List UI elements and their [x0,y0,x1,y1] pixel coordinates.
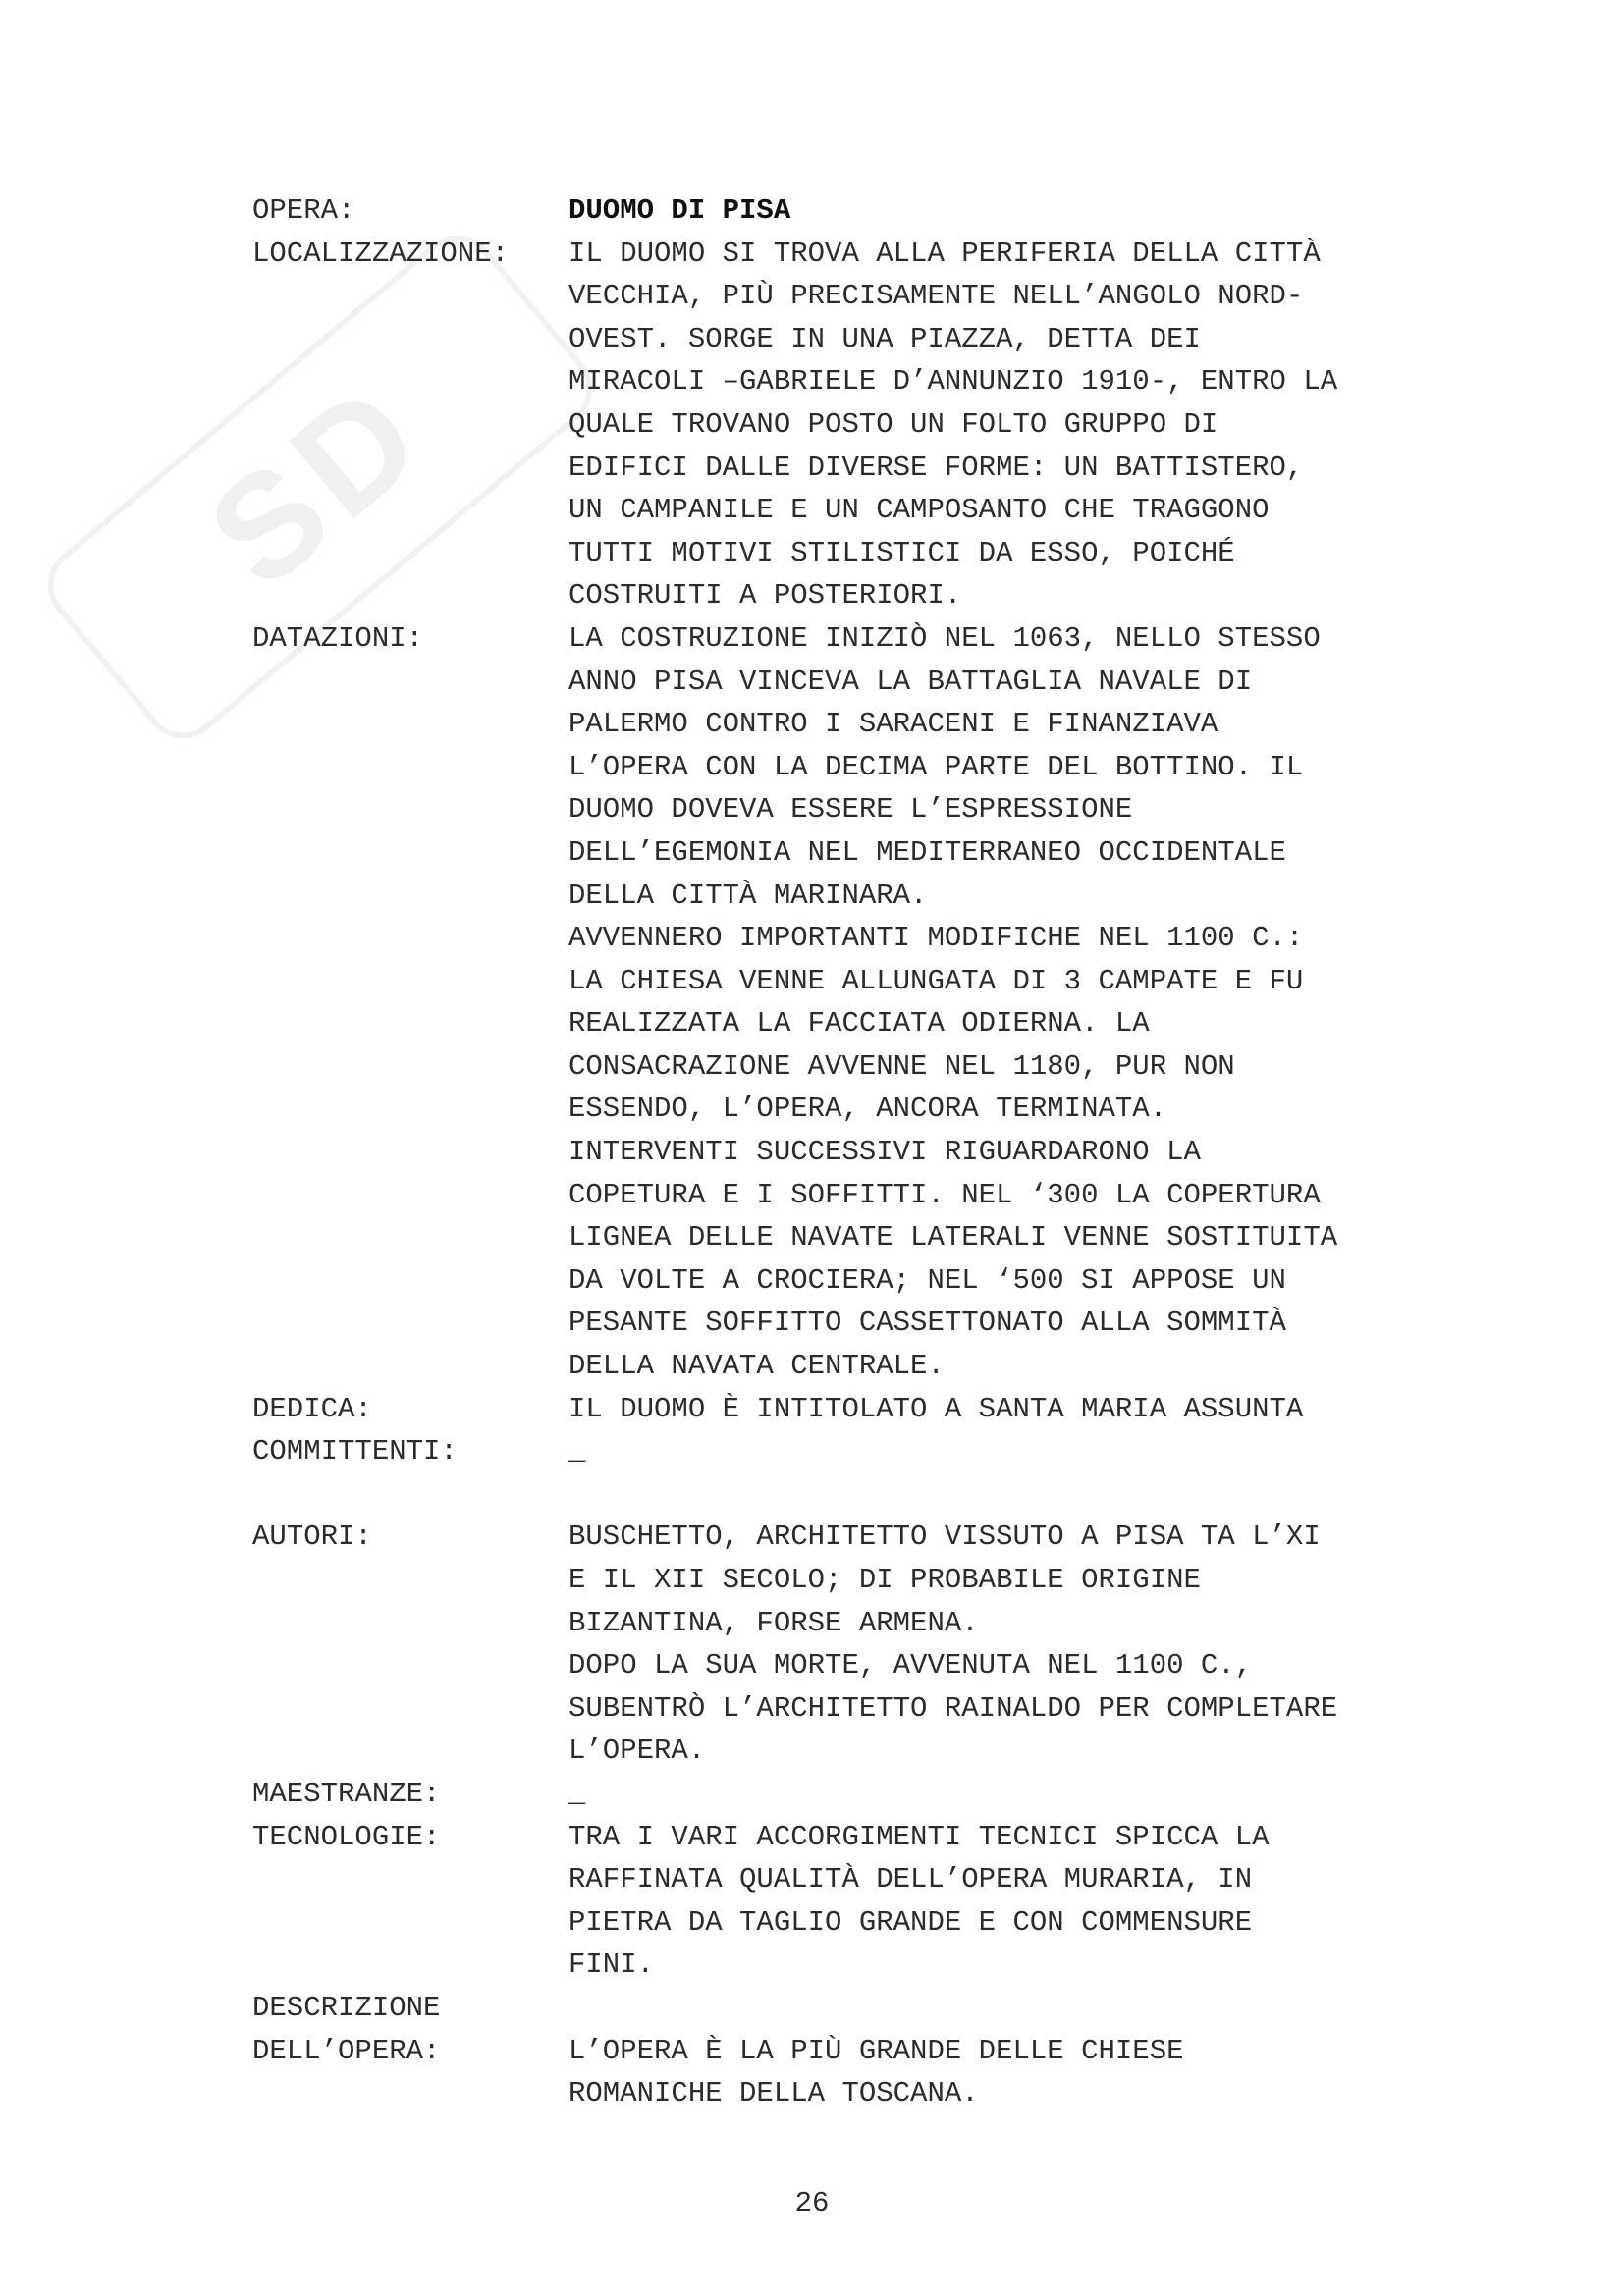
text-line: PALERMO CONTRO I SARACENI E FINANZIAVA [568,708,1218,741]
text-line: L’OPERA CON LA DECIMA PARTE DEL BOTTINO. IL [568,750,1304,783]
value-opera-title: DUOMO DI PISA [568,194,791,227]
text-line: _ [568,1777,586,1810]
text-line: COPETURA E I SOFFITTI. NEL ‘300 LA COPERTURA [568,1178,1321,1211]
label-opera: OPERA: [252,194,355,227]
row-committenti [252,1430,1470,1473]
text-line: VECCHIA, PIÙ PRECISAMENTE NELL’ANGOLO NORD- [568,280,1304,313]
text-line: COSTRUITI A POSTERIORI. [568,579,962,613]
value-maestranze [568,1773,1470,1816]
row-datazioni [252,617,1470,1388]
text-line: CONSACRAZIONE AVVENNE NEL 1180, PUR NON [568,1049,1235,1083]
value-localizzazione [568,233,1470,617]
text-line: L’OPERA È LA PIÙ GRANDE DELLE CHIESE [568,2034,1184,2067]
value-datazioni [568,617,1470,1388]
text-line: AVVENNERO IMPORTANTI MODIFICHE NEL 1100 C.: [568,922,1304,955]
text-line: DOPO LA SUA MORTE, AVVENUTA NEL 1100 C., [568,1649,1253,1682]
text-line: PESANTE SOFFITTO CASSETTONATO ALLA SOMMITÀ [568,1307,1286,1340]
text-line: E IL XII SECOLO; DI PROBABILE ORIGINE [568,1564,1201,1596]
value-descrizione [568,1987,1470,2115]
text-line: SUBENTRÒ L’ARCHITETTO RAINALDO PER COMPLETARE [568,1691,1338,1725]
text-line: BUSCHETTO, ARCHITETTO VISSUTO A PISA TA L’XI [568,1521,1321,1554]
text-line: MIRACOLI –GABRIELE D’ANNUNZIO 1910-, ENTRO LA [568,365,1338,399]
text-line: ANNO PISA VINCEVA LA BATTAGLIA NAVALE DI [568,665,1253,698]
row-tecnologie [252,1816,1470,1987]
label-localizzazione: LOCALIZZAZIONE: [252,237,510,270]
label-line: DESCRIZIONE [252,1991,441,2024]
label-committenti: COMMITTENTI: [252,1435,458,1468]
text-line: EDIFICI DALLE DIVERSE FORME: UN BATTISTERO, [568,451,1304,484]
value-committenti [568,1430,1470,1473]
text-line [568,1987,1470,2030]
label-maestranze: MAESTRANZE: [252,1777,441,1810]
label-descrizione [252,1987,568,2072]
text-line: _ [568,1435,586,1468]
text-line: IL DUOMO È INTITOLATO A SANTA MARIA ASSUNTA [568,1392,1304,1425]
page-number: 26 [794,2187,830,2219]
row-autori [252,1516,1470,1773]
text-line: PIETRA DA TAGLIO GRANDE E CON COMMENSURE [568,1905,1253,1939]
text-line: L’OPERA. [568,1735,706,1768]
text-line: LIGNEA DELLE NAVATE LATERALI VENNE SOSTITUITA [568,1221,1338,1255]
text-line: DELL’EGEMONIA NEL MEDITERRANEO OCCIDENTALE [568,835,1286,869]
text-line: ROMANICHE DELLA TOSCANA. [568,2077,979,2110]
value-autori [568,1516,1470,1773]
label-line: DELL’OPERA: [252,2034,441,2067]
label-datazioni: DATAZIONI: [252,621,424,655]
row-opera [252,189,1470,233]
label-tecnologie: TECNOLOGIE: [252,1820,441,1853]
text-line: LA CHIESA VENNE ALLUNGATA DI 3 CAMPATE E FU [568,964,1304,997]
label-dedica: DEDICA: [252,1392,372,1425]
text-line: IL DUOMO SI TROVA ALLA PERIFERIA DELLA CITTÀ [568,237,1321,270]
text-line: DELLA NAVATA CENTRALE. [568,1350,945,1383]
value-tecnologie [568,1816,1470,1987]
row-localizzazione [252,233,1470,617]
text-line: RAFFINATA QUALITÀ DELL’OPERA MURARIA, IN [568,1863,1253,1896]
document-page [252,189,1470,2115]
text-line: OVEST. SORGE IN UNA PIAZZA, DETTA DEI [568,322,1201,355]
text-line: ESSENDO, L’OPERA, ANCORA TERMINATA. [568,1093,1167,1126]
text-line: INTERVENTI SUCCESSIVI RIGUARDARONO LA [568,1136,1201,1169]
text-line: UN CAMPANILE E UN CAMPOSANTO CHE TRAGGONO [568,494,1270,527]
value-dedica [568,1388,1470,1431]
watermark-logo: SD [31,219,608,754]
text-line: DA VOLTE A CROCIERA; NEL ‘500 SI APPOSE UN [568,1263,1286,1297]
row-maestranze [252,1773,1470,1816]
row-descrizione [252,1987,1470,2115]
text-line: DUOMO DOVEVA ESSERE L’ESPRESSIONE [568,793,1133,827]
text-line: DELLA CITTÀ MARINARA. [568,879,928,912]
text-line: BIZANTINA, FORSE ARMENA. [568,1606,979,1639]
label-autori: AUTORI: [252,1521,372,1554]
text-line: TRA I VARI ACCORGIMENTI TECNICI SPICCA LA [568,1820,1270,1853]
text-line: LA COSTRUZIONE INIZIÒ NEL 1063, NELLO STESSO [568,621,1321,655]
text-line: QUALE TROVANO POSTO UN FOLTO GRUPPO DI [568,407,1218,441]
text-line: FINI. [568,1949,655,1982]
spacer [252,1473,1470,1517]
row-dedica [252,1388,1470,1431]
text-line: REALIZZATA LA FACCIATA ODIERNA. LA [568,1007,1150,1041]
text-line: TUTTI MOTIVI STILISTICI DA ESSO, POICHÉ [568,536,1235,569]
